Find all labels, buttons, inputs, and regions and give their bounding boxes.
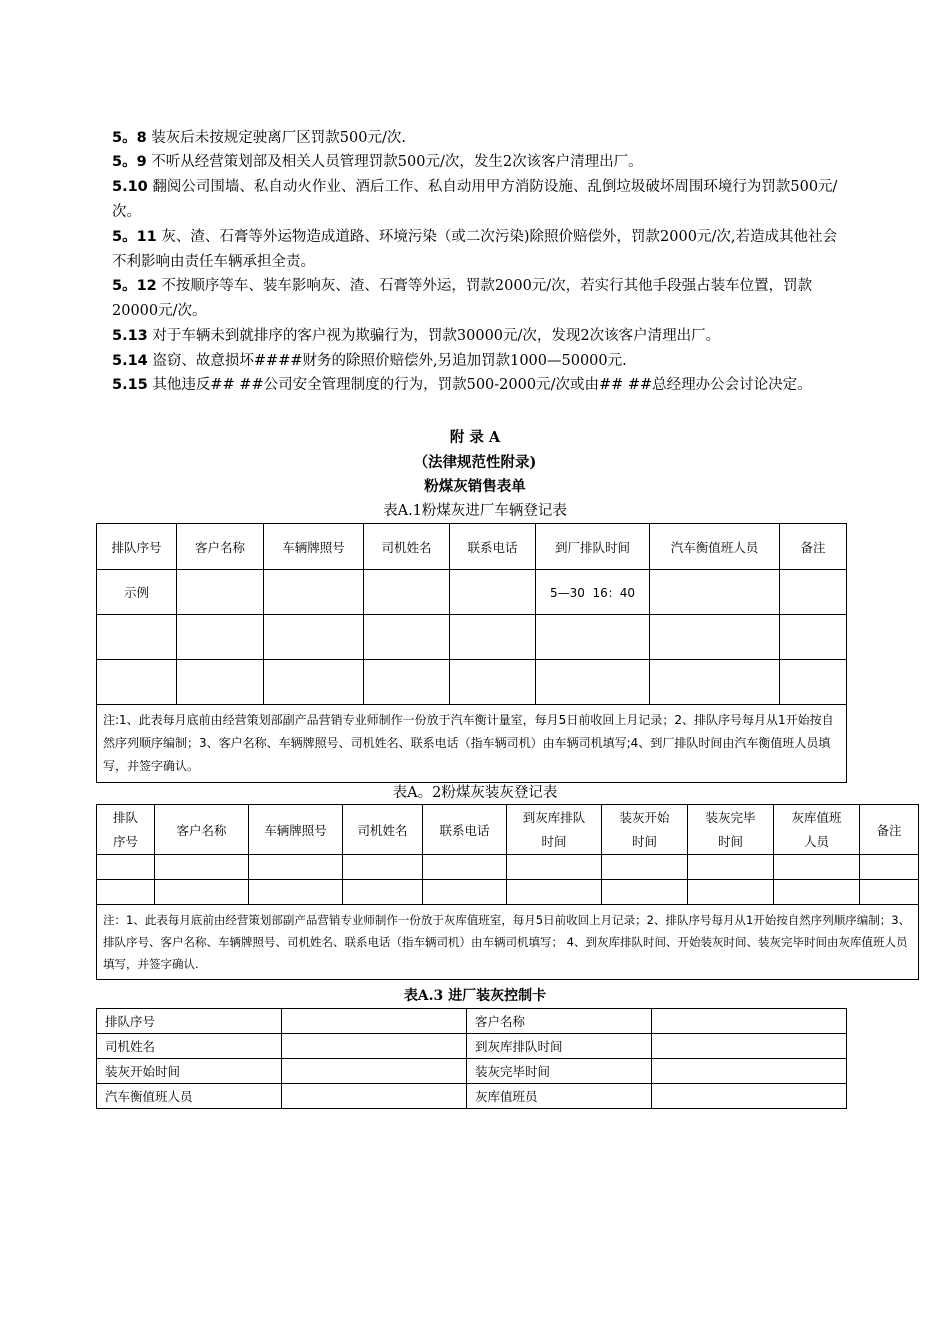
field-label: 装灰完毕时间 xyxy=(467,1059,652,1084)
table2-note: 注：1、此表每月底前由经营策划部副产品营销专业师制作一份放于灰库值班室，每月5日前收回上月记录；2、排队序号每月从1开始按自然序列顺序编制；3、排队序号、客户名称、车辆牌照号、司机姓名、联系电话（指车辆司机）由车辆司机填写； 4、到灰库排队时间、开始装灰时间、装灰完毕时间由灰库值班人员填写，并签字确认. xyxy=(97,905,919,980)
form-title: 粉煤灰销售表单 xyxy=(424,478,526,495)
table1-note-row xyxy=(97,705,847,783)
column-header: 车辆牌照号 xyxy=(264,524,364,570)
column-header: 灰库值班人员 xyxy=(774,805,860,855)
table-row xyxy=(97,855,919,880)
clause-5-8: 5。8 装灰后未按规定驶离厂区罚款500元/次. xyxy=(112,130,406,146)
table-cell xyxy=(264,570,364,615)
table-row xyxy=(97,1084,847,1109)
clause-5-10: 5.10 翻阅公司围墙、私自动火作业、酒后工作、私自动用甲方消防设施、乱倒垃圾破坏周围环境行为罚款500元/次。 xyxy=(112,179,838,220)
column-header: 到灰库排队时间 xyxy=(507,805,602,855)
column-header: 联系电话 xyxy=(423,805,507,855)
clause-5-9: 5。9 不听从经营策划部及相关人员管理罚款500元/次，发生2次该客户清理出厂。 xyxy=(112,154,643,170)
column-header: 备注 xyxy=(860,805,919,855)
table-row xyxy=(97,660,847,705)
table1-header-row xyxy=(97,524,847,570)
table-cell xyxy=(177,570,264,615)
appendix-title: 附 录 A xyxy=(449,429,501,446)
table-row xyxy=(97,1034,847,1059)
field-label: 到灰库排队时间 xyxy=(467,1034,652,1059)
field-value xyxy=(282,1059,467,1084)
example-time: 5—30 16：40 xyxy=(536,570,650,615)
column-header: 排队序号 xyxy=(97,524,177,570)
column-header: 装灰完毕时间 xyxy=(688,805,774,855)
field-label: 客户名称 xyxy=(467,1009,652,1034)
table-cell xyxy=(780,570,847,615)
table-row xyxy=(97,880,919,905)
column-header: 司机姓名 xyxy=(343,805,423,855)
column-header: 备注 xyxy=(780,524,847,570)
field-value xyxy=(652,1059,847,1084)
column-header: 联系电话 xyxy=(450,524,536,570)
column-header: 到厂排队时间 xyxy=(536,524,650,570)
appendix-subtitle: （法律规范性附录) xyxy=(413,454,537,471)
table-cell xyxy=(650,570,780,615)
loading-control-card xyxy=(96,1008,847,1109)
column-header: 排队序号 xyxy=(97,805,155,855)
field-value xyxy=(652,1084,847,1109)
field-value xyxy=(652,1009,847,1034)
column-header: 装灰开始时间 xyxy=(602,805,688,855)
example-label: 示例 xyxy=(97,570,177,615)
table2-caption: 表A。2粉煤灰装灰登记表 xyxy=(392,785,558,801)
clause-5-12: 5。12 不按顺序等车、装车影响灰、渣、石膏等外运，罚款2000元/次，若实行其他手段强占装车位置，罚款20000元/次。 xyxy=(112,278,813,319)
column-header: 司机姓名 xyxy=(364,524,450,570)
field-label: 装灰开始时间 xyxy=(97,1059,282,1084)
field-label: 灰库值班员 xyxy=(467,1084,652,1109)
clause-5-15: 5.15 其他违反## ##公司安全管理制度的行为，罚款500-2000元/次或由## ##总经理办公会讨论决定。 xyxy=(112,377,812,393)
clause-5-11: 5。11 灰、渣、石膏等外运物造成道路、环境污染（或二次污染)除照价赔偿外，罚款2000元/次,若造成其他社会不利影响由责任车辆承担全责。 xyxy=(112,229,837,270)
table-row xyxy=(97,615,847,660)
field-label: 汽车衡值班人员 xyxy=(97,1084,282,1109)
table1-caption: 表A.1粉煤灰进厂车辆登记表 xyxy=(383,503,567,519)
field-value xyxy=(282,1009,467,1034)
clause-5-14: 5.14 盗窃、故意损坏####财务的除照价赔偿外,另追加罚款1000—50000元. xyxy=(112,353,627,369)
clause-5-13: 5.13 对于车辆未到就排序的客户视为欺骗行为，罚款30000元/次，发现2次该客户清理出厂。 xyxy=(112,328,721,344)
ash-loading-table xyxy=(96,804,919,980)
table2-header-row xyxy=(97,805,919,855)
field-value xyxy=(282,1034,467,1059)
vehicle-registration-table xyxy=(96,523,847,783)
column-header: 客户名称 xyxy=(155,805,249,855)
table-row xyxy=(97,570,847,615)
column-header: 汽车衡值班人员 xyxy=(650,524,780,570)
table-row xyxy=(97,1059,847,1084)
table-cell xyxy=(450,570,536,615)
field-value xyxy=(652,1034,847,1059)
table3-caption: 表A.3 进厂装灰控制卡 xyxy=(403,988,547,1004)
field-label: 排队序号 xyxy=(97,1009,282,1034)
table1-note: 注:1、此表每月底前由经营策划部副产品营销专业师制作一份放于汽车衡计量室，每月5日前收回上月记录；2、排队序号每月从1开始按自然序列顺序编制；3、客户名称、车辆牌照号、司机姓名、联系电话（指车辆司机）由车辆司机填写;4、到厂排队时间由汽车衡值班人员填写，并签字确认。 xyxy=(97,705,847,783)
column-header: 客户名称 xyxy=(177,524,264,570)
column-header: 车辆牌照号 xyxy=(249,805,343,855)
table2-note-row xyxy=(97,905,919,980)
table-cell xyxy=(364,570,450,615)
field-label: 司机姓名 xyxy=(97,1034,282,1059)
field-value xyxy=(282,1084,467,1109)
table-row xyxy=(97,1009,847,1034)
